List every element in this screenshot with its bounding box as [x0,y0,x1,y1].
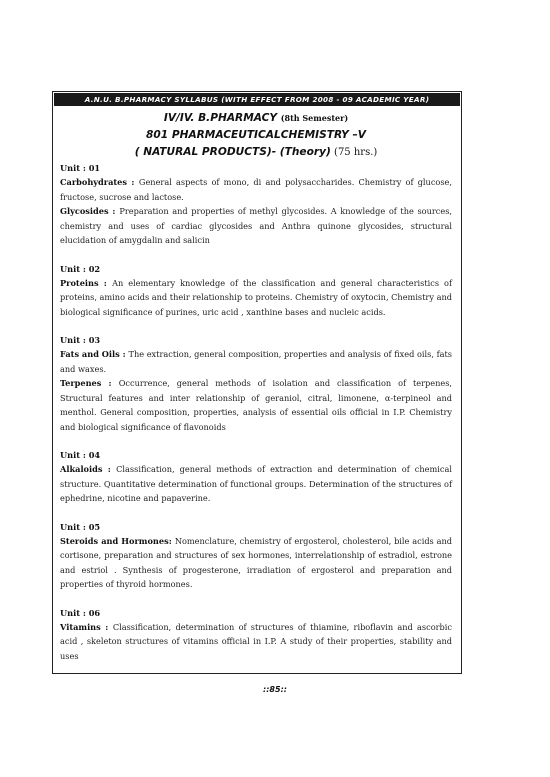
topic-term: Fats and Oils : [60,349,129,359]
topic-description: Preparation and properties of methyl glycosides. A knowledge of the sources, chemistry and uses of cardiac glycosides and Anthra quinone glycosides, structural elucidation of amygdalin and salicin [60,206,452,245]
topic-description: Nomenclature, chemistry of ergosterol, cholesterol, bile acids and cortisone, preparation and structures of sex hormones, interrelationship of estradiol, estrone and estriol . Synthesis of progesterone, irradiation of ergosterol and preparation and properties of thyroid hormones. [60,535,452,589]
topic-description: An elementary knowledge of the classification and general characteristics of proteins, amino acids and their relationship to proteins. Chemistry of oxytocin, Chemistry and biological significance of purines, uric acid , xanthine bases and nucleic acids. [60,277,452,317]
unit-paragraph [60,376,452,434]
topic-description: Classification, determination of structures of thiamine, riboflavin and ascorbic acid , skeleton structures of vitamins official in I.P. A study of their properties, stability and uses [60,621,452,661]
unit-paragraph [60,204,452,248]
course-heading [60,110,452,161]
unit-spacer [60,506,452,520]
hours-label: (75 hrs.) [330,147,378,158]
unit-paragraph [60,620,452,664]
topic-term: Proteins : [60,277,113,288]
unit-spacer [60,592,452,606]
syllabus-content [60,110,452,663]
unit-label: Unit : 03 [60,335,101,345]
unit-paragraph [60,175,452,204]
unit-label: Unit : 05 [60,521,101,532]
page-number: ::85:: [263,685,287,694]
semester-label: (8th Semester) [280,113,349,123]
unit-label: Unit : 01 [60,163,101,173]
unit-spacer [60,248,452,262]
unit-label: Unit : 02 [60,263,101,274]
subject-title: 801 PHARMACEUTICALCHEMISTRY –V [146,129,366,141]
topic-term: Vitamins : [60,621,113,632]
subject-subtitle: ( NATURAL PRODUCTS)- (Theory) [134,146,331,158]
unit-paragraph [60,276,452,320]
topic-term: Carbohydrates : [60,177,139,187]
program-title: IV/IV. B.PHARMACY [163,112,281,124]
topic-description: Classification, general methods of extraction and determination of chemical structure. Quantitative determination of functional groups. Determination of the structures of ephedrine, nicotine and papaverine. [60,464,452,503]
unit-spacer [60,434,452,448]
subject-subtitle-line [60,144,452,161]
topic-description: The extraction, general composition, properties and analysis of fixed oils, fats and waxes. [60,349,452,374]
units-list [60,161,452,663]
course-title-line [60,110,452,127]
unit-paragraph [60,462,452,506]
unit-label: Unit : 06 [60,607,101,618]
topic-term: Alkaloids : [60,464,117,474]
unit-label: Unit : 04 [60,450,101,460]
topic-description: Occurrence, general methods of isolation and classification of terpenes, Structural features and inter relationship of geraniol, citral, limonene, α-terpineol and menthol. General composition, properties, analysis of essential oils official in I.P. Chemistry and biological significance of flavonoids [60,378,452,432]
topic-description: General aspects of mono, di and polysaccharides. Chemistry of glucose, fructose, sucrose and lactose. [60,177,452,202]
topic-term: Steroids and Hormones: [60,535,175,546]
unit-spacer [60,319,452,333]
unit-paragraph [60,347,452,376]
topic-term: Glycosides : [60,206,120,216]
unit-paragraph [60,534,452,592]
syllabus-banner: A.N.U. B.PHARMACY SYLLABUS (WITH EFFECT FROM 2008 - 09 ACADEMIC YEAR) [54,93,460,106]
topic-term: Terpenes : [60,378,119,388]
